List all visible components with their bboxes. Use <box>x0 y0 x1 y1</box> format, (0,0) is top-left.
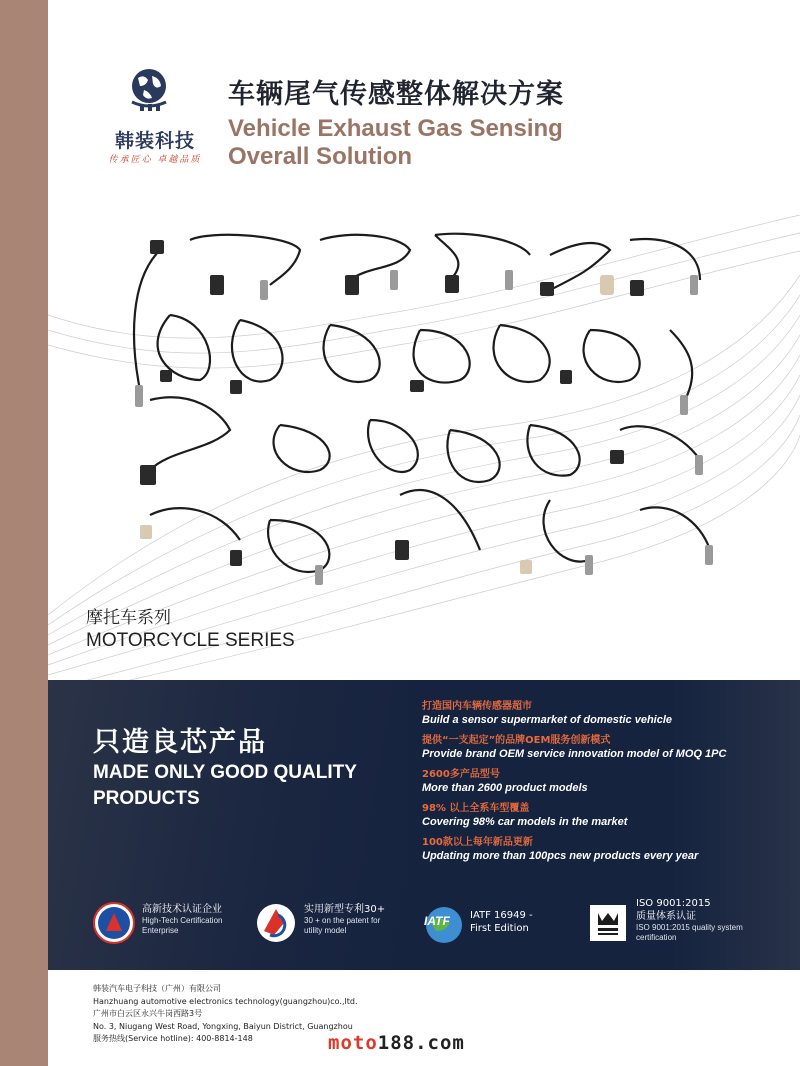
feature-item <box>422 836 782 870</box>
patent-icon <box>254 901 298 945</box>
series-label-en: MOTORCYCLE SERIES <box>86 630 295 651</box>
feature-en: Build a sensor supermarket of domestic vehicle <box>422 714 673 726</box>
feature-cn: 98% 以上全系车型覆盖 <box>422 803 530 814</box>
feature-en: Covering 98% car models in the market <box>422 816 628 828</box>
company-footer <box>93 983 358 1046</box>
title-en-line1: Vehicle Exhaust Gas Sensing <box>228 115 563 142</box>
iatf-globe-icon <box>420 901 464 945</box>
page-title-en <box>228 115 563 171</box>
cert-title: 高新技术认证企业 <box>142 904 222 915</box>
cert-title: 实用新型专利30+ <box>304 904 386 915</box>
feature-cn: 100款以上每年新品更新 <box>422 837 533 848</box>
cert-title-cn: 质量体系认证 <box>636 911 696 922</box>
cert-title: IATF 16949 - <box>470 910 533 921</box>
feature-item <box>422 734 782 768</box>
feature-en: Provide brand OEM service innovation model of MOQ 1PC <box>422 748 727 760</box>
feature-cn: 2600多产品型号 <box>422 769 500 780</box>
series-label-cn: 摩托车系列 <box>86 608 171 628</box>
feature-en: Updating more than 100pcs new products every year <box>422 850 699 862</box>
site-watermark <box>328 1032 465 1054</box>
cert-sub: certification <box>636 933 677 942</box>
feature-item <box>422 802 782 836</box>
quality-slogan-en: MADE ONLY GOOD QUALITY PRODUCTS <box>93 762 357 809</box>
high-tech-badge-icon <box>92 901 136 945</box>
certification-row <box>48 895 800 970</box>
cert-sub: Enterprise <box>142 926 179 935</box>
logo-name: 韩装科技 <box>114 130 195 152</box>
quality-slogan-cn: 只造良芯产品 <box>93 727 267 758</box>
service-hotline: 服务热线(Service hotline): 400-8814-148 <box>93 1034 253 1043</box>
cert-title: ISO 9001:2015 <box>636 898 711 909</box>
cert-sub: High-Tech Certification <box>142 916 223 925</box>
company-logo <box>100 58 210 168</box>
watermark-part2: 188.com <box>377 1032 465 1054</box>
cert-sub: ISO 9001:2015 quality system <box>636 923 743 932</box>
cert-sub: 30 + on the patent for <box>304 916 381 925</box>
globe-icon <box>126 66 172 112</box>
cert-sub: utility model <box>304 926 347 935</box>
address-en: No. 3, Niugang West Road, Yongxing, Baiyun District, Guangzhou <box>93 1021 353 1031</box>
feature-item <box>422 768 782 802</box>
cert-sub: First Edition <box>470 923 529 934</box>
company-name-cn: 韩装汽车电子科技（广州）有限公司 <box>93 984 221 993</box>
watermark-part1: moto <box>328 1032 378 1054</box>
company-name-en: Hanzhuang automotive electronics technology(guangzhou)co.,ltd. <box>93 996 358 1006</box>
oxygen-sensor-product-grid <box>110 220 750 600</box>
feature-cn: 提供“一支起定”的品牌OEM服务创新模式 <box>422 735 611 746</box>
title-en-line2: Overall Solution <box>228 143 413 170</box>
page-title-cn: 车辆尾气传感整体解决方案 <box>228 79 564 110</box>
address-cn: 广州市白云区永兴牛岗西路3号 <box>93 1009 203 1018</box>
feature-list <box>422 700 782 870</box>
feature-cn: 打造国内车辆传感器超市 <box>422 701 532 712</box>
svg-text:IATF: IATF <box>424 914 450 928</box>
logo-slogan: 传承匠心 卓越品质 <box>108 155 202 165</box>
feature-en: More than 2600 product models <box>422 782 588 794</box>
feature-item <box>422 700 782 734</box>
left-accent-bar <box>0 0 48 1066</box>
ukas-crown-icon <box>586 901 630 945</box>
